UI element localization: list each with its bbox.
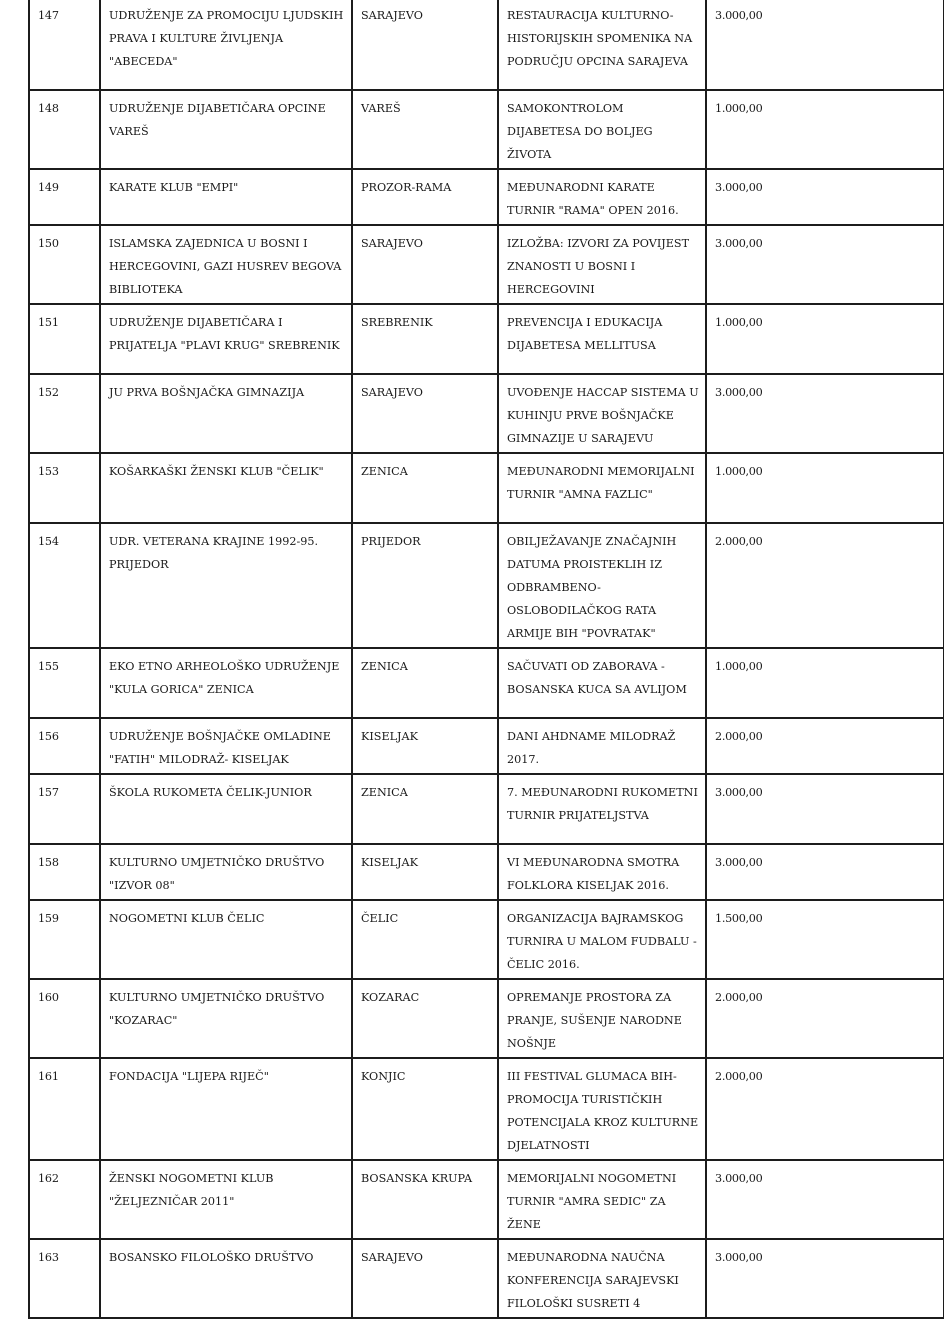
organization-name: BOSANSKO FILOLOŠKO DRUŠTVO [100, 1239, 352, 1318]
grant-amount: 3.000,00 [706, 844, 944, 900]
grants-table [28, 0, 944, 1319]
city-name: SARAJEVO [352, 1239, 498, 1318]
table-row [29, 1058, 944, 1160]
grant-amount: 1.000,00 [706, 304, 944, 374]
project-name: IZLOŽBA: IZVORI ZA POVIJEST ZNANOSTI U BOSNI I HERCEGOVINI [498, 225, 706, 304]
grant-amount: 1.000,00 [706, 648, 944, 718]
grant-amount: 3.000,00 [706, 1160, 944, 1239]
row-number: 154 [29, 523, 100, 648]
project-name: MEĐUNARODNI KARATE TURNIR "RAMA" OPEN 2016. [498, 169, 706, 225]
project-name: PREVENCIJA I EDUKACIJA DIJABETESA MELLITUSA [498, 304, 706, 374]
project-name: ORGANIZACIJA BAJRAMSKOG TURNIRA U MALOM FUDBALU - ČELIC 2016. [498, 900, 706, 979]
organization-name: UDR. VETERANA KRAJINE 1992-95. PRIJEDOR [100, 523, 352, 648]
project-name: MEĐUNARODNI MEMORIJALNI TURNIR "AMNA FAZLIC" [498, 453, 706, 523]
city-name: SARAJEVO [352, 0, 498, 90]
table-row [29, 718, 944, 774]
city-name: SREBRENIK [352, 304, 498, 374]
table-row [29, 844, 944, 900]
table-row [29, 453, 944, 523]
organization-name: UDRUŽENJE DIJABETIČARA I PRIJATELJA "PLAVI KRUG" SREBRENIK [100, 304, 352, 374]
table-row [29, 225, 944, 304]
grant-amount: 2.000,00 [706, 1058, 944, 1160]
table-row [29, 90, 944, 169]
row-number: 157 [29, 774, 100, 844]
grant-amount: 2.000,00 [706, 718, 944, 774]
organization-name: NOGOMETNI KLUB ČELIC [100, 900, 352, 979]
row-number: 163 [29, 1239, 100, 1318]
row-number: 152 [29, 374, 100, 453]
organization-name: EKO ETNO ARHEOLOŠKO UDRUŽENJE "KULA GORICA" ZENICA [100, 648, 352, 718]
organization-name: KARATE KLUB "EMPI" [100, 169, 352, 225]
grant-amount: 3.000,00 [706, 0, 944, 90]
row-number: 151 [29, 304, 100, 374]
city-name: ZENICA [352, 648, 498, 718]
table-row [29, 900, 944, 979]
grant-amount: 1.000,00 [706, 453, 944, 523]
project-name: SAČUVATI OD ZABORAVA - BOSANSKA KUCA SA AVLIJOM [498, 648, 706, 718]
organization-name: KULTURNO UMJETNIČKO DRUŠTVO "IZVOR 08" [100, 844, 352, 900]
table-row [29, 169, 944, 225]
city-name: VAREŠ [352, 90, 498, 169]
city-name: SARAJEVO [352, 225, 498, 304]
city-name: PRIJEDOR [352, 523, 498, 648]
row-number: 160 [29, 979, 100, 1058]
row-number: 161 [29, 1058, 100, 1160]
organization-name: ŽENSKI NOGOMETNI KLUB "ŽELJEZNIČAR 2011" [100, 1160, 352, 1239]
project-name: OPREMANJE PROSTORA ZA PRANJE, SUŠENJE NARODNE NOŠNJE [498, 979, 706, 1058]
grants-table-body [29, 0, 944, 1318]
organization-name: ŠKOLA RUKOMETA ČELIK-JUNIOR [100, 774, 352, 844]
organization-name: FONDACIJA "LIJEPA RIJEČ" [100, 1058, 352, 1160]
row-number: 150 [29, 225, 100, 304]
row-number: 149 [29, 169, 100, 225]
grant-amount: 3.000,00 [706, 774, 944, 844]
city-name: KOZARAC [352, 979, 498, 1058]
table-row [29, 1239, 944, 1318]
row-number: 155 [29, 648, 100, 718]
project-name: III FESTIVAL GLUMACA BIH-PROMOCIJA TURISTIČKIH POTENCIJALA KROZ KULTURNE DJELATNOSTI [498, 1058, 706, 1160]
grant-amount: 3.000,00 [706, 225, 944, 304]
grant-amount: 2.000,00 [706, 523, 944, 648]
city-name: PROZOR-RAMA [352, 169, 498, 225]
project-name: OBILJEŽAVANJE ZNAČAJNIH DATUMA PROISTEKLIH IZ ODBRAMBENO-OSLOBODILAČKOG RATA ARMIJE BIH "POVRATAK" [498, 523, 706, 648]
organization-name: JU PRVA BOŠNJAČKA GIMNAZIJA [100, 374, 352, 453]
organization-name: UDRUŽENJE ZA PROMOCIJU LJUDSKIH PRAVA I KULTURE ŽIVLJENJA "ABECEDA" [100, 0, 352, 90]
row-number: 156 [29, 718, 100, 774]
city-name: ZENICA [352, 774, 498, 844]
organization-name: ISLAMSKA ZAJEDNICA U BOSNI I HERCEGOVINI, GAZI HUSREV BEGOVA BIBLIOTEKA [100, 225, 352, 304]
organization-name: KOŠARKAŠKI ŽENSKI KLUB "ČELIK" [100, 453, 352, 523]
table-row [29, 979, 944, 1058]
table-row [29, 304, 944, 374]
row-number: 159 [29, 900, 100, 979]
table-row [29, 0, 944, 90]
project-name: RESTAURACIJA KULTURNO-HISTORIJSKIH SPOMENIKA NA PODRUČJU OPCINA SARAJEVA [498, 0, 706, 90]
city-name: ČELIC [352, 900, 498, 979]
grant-amount: 2.000,00 [706, 979, 944, 1058]
project-name: SAMOKONTROLOM DIJABETESA DO BOLJEG ŽIVOTA [498, 90, 706, 169]
project-name: MEĐUNARODNA NAUČNA KONFERENCIJA SARAJEVSKI FILOLOŠKI SUSRETI 4 [498, 1239, 706, 1318]
city-name: ZENICA [352, 453, 498, 523]
grant-amount: 3.000,00 [706, 1239, 944, 1318]
project-name: DANI AHDNAME MILODRAŽ 2017. [498, 718, 706, 774]
city-name: KISELJAK [352, 844, 498, 900]
table-row [29, 374, 944, 453]
organization-name: UDRUŽENJE DIJABETIČARA OPCINE VAREŠ [100, 90, 352, 169]
organization-name: UDRUŽENJE BOŠNJAČKE OMLADINE "FATIH" MILODRAŽ- KISELJAK [100, 718, 352, 774]
table-row [29, 1160, 944, 1239]
grant-amount: 1.500,00 [706, 900, 944, 979]
row-number: 147 [29, 0, 100, 90]
project-name: VI MEĐUNARODNA SMOTRA FOLKLORA KISELJAK 2016. [498, 844, 706, 900]
table-row [29, 774, 944, 844]
row-number: 148 [29, 90, 100, 169]
grant-amount: 3.000,00 [706, 169, 944, 225]
table-row [29, 523, 944, 648]
city-name: KISELJAK [352, 718, 498, 774]
city-name: KONJIC [352, 1058, 498, 1160]
grant-amount: 1.000,00 [706, 90, 944, 169]
city-name: BOSANSKA KRUPA [352, 1160, 498, 1239]
project-name: 7. MEĐUNARODNI RUKOMETNI TURNIR PRIJATELJSTVA [498, 774, 706, 844]
city-name: SARAJEVO [352, 374, 498, 453]
row-number: 162 [29, 1160, 100, 1239]
project-name: UVOĐENJE HACCAP SISTEMA U KUHINJU PRVE BOŠNJAČKE GIMNAZIJE U SARAJEVU [498, 374, 706, 453]
table-row [29, 648, 944, 718]
grant-amount: 3.000,00 [706, 374, 944, 453]
row-number: 153 [29, 453, 100, 523]
organization-name: KULTURNO UMJETNIČKO DRUŠTVO "KOZARAC" [100, 979, 352, 1058]
row-number: 158 [29, 844, 100, 900]
project-name: MEMORIJALNI NOGOMETNI TURNIR "AMRA SEDIC" ZA ŽENE [498, 1160, 706, 1239]
